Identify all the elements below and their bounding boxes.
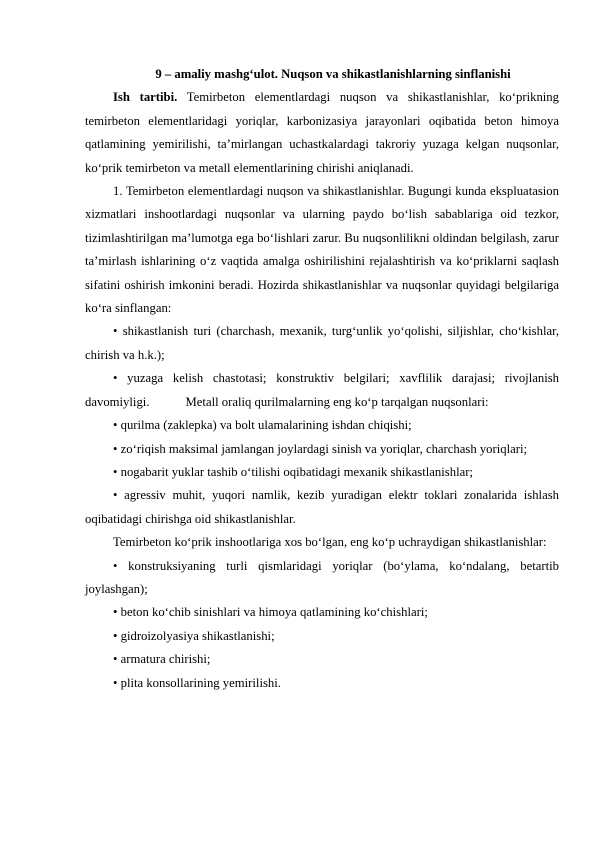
metal-defects-heading: Metall oraliq qurilmalarning eng ko‘p tarqalgan nuqsonlari: xyxy=(185,394,489,409)
intro-paragraph xyxy=(85,86,559,180)
bullet-frequency-text: • yuzaga kelish chastotasi; konstruktiv belgilari; xavflilik darajasi; rivojlanish davomiyligi. xyxy=(85,371,559,409)
document-page xyxy=(85,63,559,695)
bullet-item: • armatura chirishi; xyxy=(113,652,211,667)
bullet-item: • shikastlanish turi (charchash, mexanik, turg‘unlik yo‘qolishi, siljishlar, cho‘kishlar, chirish va h.k.); xyxy=(85,324,559,362)
bullet-item: • gidroizolyasiya shikastlanishi; xyxy=(113,628,275,643)
bullet-item: • plita konsollarining yemirilishi. xyxy=(113,675,281,690)
bullet-item: • qurilma (zaklepka) va bolt ulamalarining ishdan chiqishi; xyxy=(113,418,412,433)
bullet-item: • nogabarit yuklar tashib o‘tilishi oqibatidagi mexanik shikastlanishlar; xyxy=(113,464,473,479)
bullet-item: • agressiv muhit, yuqori namlik, kezib yuradigan elektr toklari zonalarida ishlash oqibatidagi chirishga oid shikastlanishlar. xyxy=(85,488,559,526)
bullet-item: • zo‘riqish maksimal jamlangan joylardagi sinish va yoriqlar, charchash yoriqlari; xyxy=(113,441,528,456)
intro-text: Temirbeton elementlardagi nuqson va shikastlanishlar, ko‘prikning temirbeton elementlaridagi yoriqlar, karbonizasiya jarayonlari oqibatida beton himoya qatlamining yemirilishi, ta’mirlangan uchastkalardagi takroriy yuzaga kelgan nuqsonlar, ko‘prik temirbeton va metall elementlarining chirishi aniqlanadi. xyxy=(85,90,559,175)
bullet-item: • beton ko‘chib sinishlari va himoya qatlamining ko‘chishlari; xyxy=(113,605,428,620)
concrete-defects-heading: Temirbeton ko‘prik inshootlariga xos bo‘lgan, eng ko‘p uchraydigan shikastlanishlar: xyxy=(113,535,547,550)
bullet-item: • konstruksiyaning turli qismlaridagi yoriqlar (bo‘ylama, ko‘ndalang, betartib joylashgan); xyxy=(85,558,559,596)
bullet-item-frequency xyxy=(85,367,559,414)
intro-label: Ish tartibi. xyxy=(113,90,178,105)
section-1-paragraph: 1. Temirbeton elementlardagi nuqson va shikastlanishlar. Bugungi kunda ekspluatasion xizmatlari inshootlardagi nuqsonlar va ularning paydo bo‘lish sabablariga oid tezkor, tizimlashtirilgan ma’lumotga ega bo‘lishlari zarur. Bu nuqsonlilikni oldindan belgilash, zarur ta’mirlash ishlarining o‘z vaqtida amalga oshirilishini rejalashtirish va ko‘priklarni saqlash sifatini oshirish imkonini beradi. Hozirda shikastlanishlar va nuqsonlar quyidagi belgilariga ko‘ra sinflangan: xyxy=(85,184,559,316)
page-title: 9 – amaliy mashg‘ulot. Nuqson va shikastlanishlarning sinflanishi xyxy=(155,67,511,81)
